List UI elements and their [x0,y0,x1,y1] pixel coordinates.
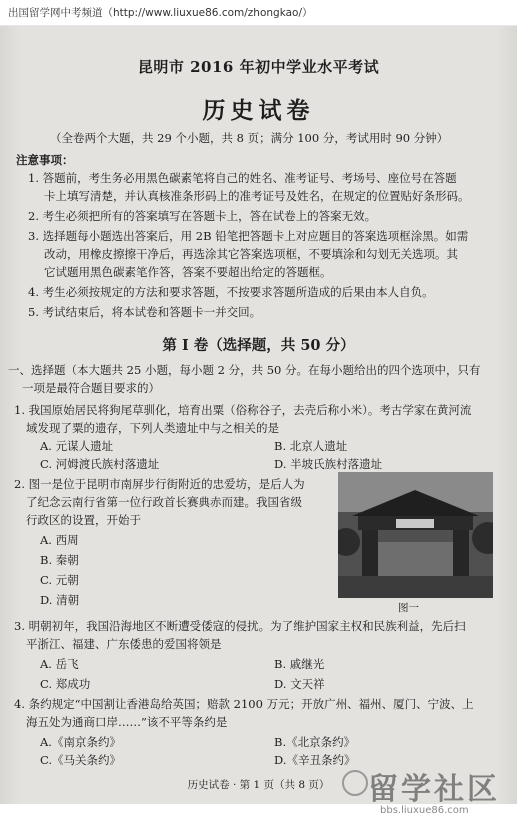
question-4-stem-continued: 海五处为通商口岸……”该不平等条约是 [26,715,228,729]
question-2-stem: 2. 图一是位于昆明市南屏步行街附近的忠爱坊，是后人为 [14,477,305,491]
question-3-stem-continued: 平浙江、福建、广东倭患的爱国将领是 [26,637,222,651]
section-intro: 一、选择题（本大题共 25 小题，每小题 2 分，共 50 分。在每小题给出的四个选项中，只有 [8,363,481,377]
page-footer: 历史试卷 · 第 1 页（共 8 页） [187,779,330,791]
watermark-logo-text: 留学社区 [368,772,500,807]
question-4-stem: 4. 条约规定“中国割让香港岛给英国；赔款 2100 万元；开放广州、福州、厦门、宁波、上 [14,697,474,711]
question-2-option-b: B. 秦朝 [40,553,79,567]
notice-line: 卡上填写清楚，并认真核准条形码上的准考证号及姓名，在规定的位置贴好条形码。 [44,189,470,203]
question-2-option-d: D. 清朝 [40,593,80,607]
question-4-option-b: B.《北京条约》 [274,735,356,749]
figure-one-photo [338,472,493,598]
source-url-bar [0,0,517,26]
question-3-option-d: D. 文天祥 [274,677,325,691]
notice-line: 5. 考试结束后，将本试卷和答题卡一并交回。 [28,305,262,319]
question-1-option-b: B. 北京人遗址 [274,439,348,453]
notice-heading: 注意事项： [16,153,74,167]
section-title: 第 Ⅰ 卷（选择题，共 50 分） [162,337,355,354]
watermark-site: bbs.liuxue86.com [380,805,469,816]
question-1-stem-continued: 域发现了粟的遗存，下列人类遗址中与之相关的是 [26,421,279,435]
notice-line: 2. 考生必须把所有的答案填写在答题卡上，答在试卷上的答案无效。 [28,209,377,223]
notice-line: 改动，用橡皮擦擦干净后，再选涂其它答案选项框，不要填涂和勾划无关选项。其 [44,247,458,261]
question-1-option-c: C. 河姆渡氏族村落遗址 [40,457,160,471]
question-3-stem: 3. 明朝初年，我国沿海地区不断遭受倭寇的侵扰。为了维护国家主权和民族利益，先后扫 [14,619,466,633]
question-1-option-d: D. 半坡氏族村落遗址 [274,457,383,471]
exam-paper-page [0,26,517,816]
question-2-stem-continued: 行政区的设置，开始于 [26,513,141,527]
notice-line: 它试题用黑色碳素笔作答，答案不要超出给定的答题框。 [44,265,332,279]
question-1-stem: 1. 我国原始居民将狗尾草驯化，培育出粟（俗称谷子，去壳后称小米）。考古学家在黄河流 [14,403,472,417]
question-2-option-c: C. 元朝 [40,573,79,587]
notice-line: 3. 选择题每小题选出答案后，用 2B 铅笔把答题卡上对应题目的答案选项框涂黑。如需 [28,229,469,243]
question-1-option-a: A. 元谋人遗址 [40,439,114,453]
notice-line: 4. 考生必须按规定的方法和要求答题，不按要求答题所造成的后果由本人自负。 [28,285,434,299]
exam-subject: 历史试卷 [202,97,315,124]
source-url-text: 出国留学网中考频道（http://www.liuxue86.com/zhongkao/） [8,7,313,19]
question-4-option-d: D.《辛丑条约》 [274,753,356,767]
watermark-logo-icon [342,770,368,796]
notice-line: 1. 答题前，考生务必用黑色碳素笔将自己的姓名、准考证号、考场号、座位号在答题 [28,171,457,185]
question-4-option-a: A.《南京条约》 [40,735,121,749]
figure-caption: 图一 [398,602,419,614]
question-3-option-b: B. 戚继光 [274,657,325,671]
question-4-option-c: C.《马关条约》 [40,753,122,767]
archway-illustration [338,472,493,598]
exam-info: （全卷两个大题，共 29 个小题，共 8 页；满分 100 分，考试用时 90 分钟） [50,131,449,145]
section-intro-continued: 一项是最符合题目要求的） [22,381,160,395]
question-2-option-a: A. 西周 [40,533,79,547]
question-2-stem-continued: 了纪念云南行省第一位行政首长赛典赤而建。我国省级 [26,495,302,509]
exam-title: 昆明市 2016 年初中学业水平考试 [137,58,380,76]
question-3-option-c: C. 郑成功 [40,677,91,691]
question-3-option-a: A. 岳飞 [40,657,79,671]
